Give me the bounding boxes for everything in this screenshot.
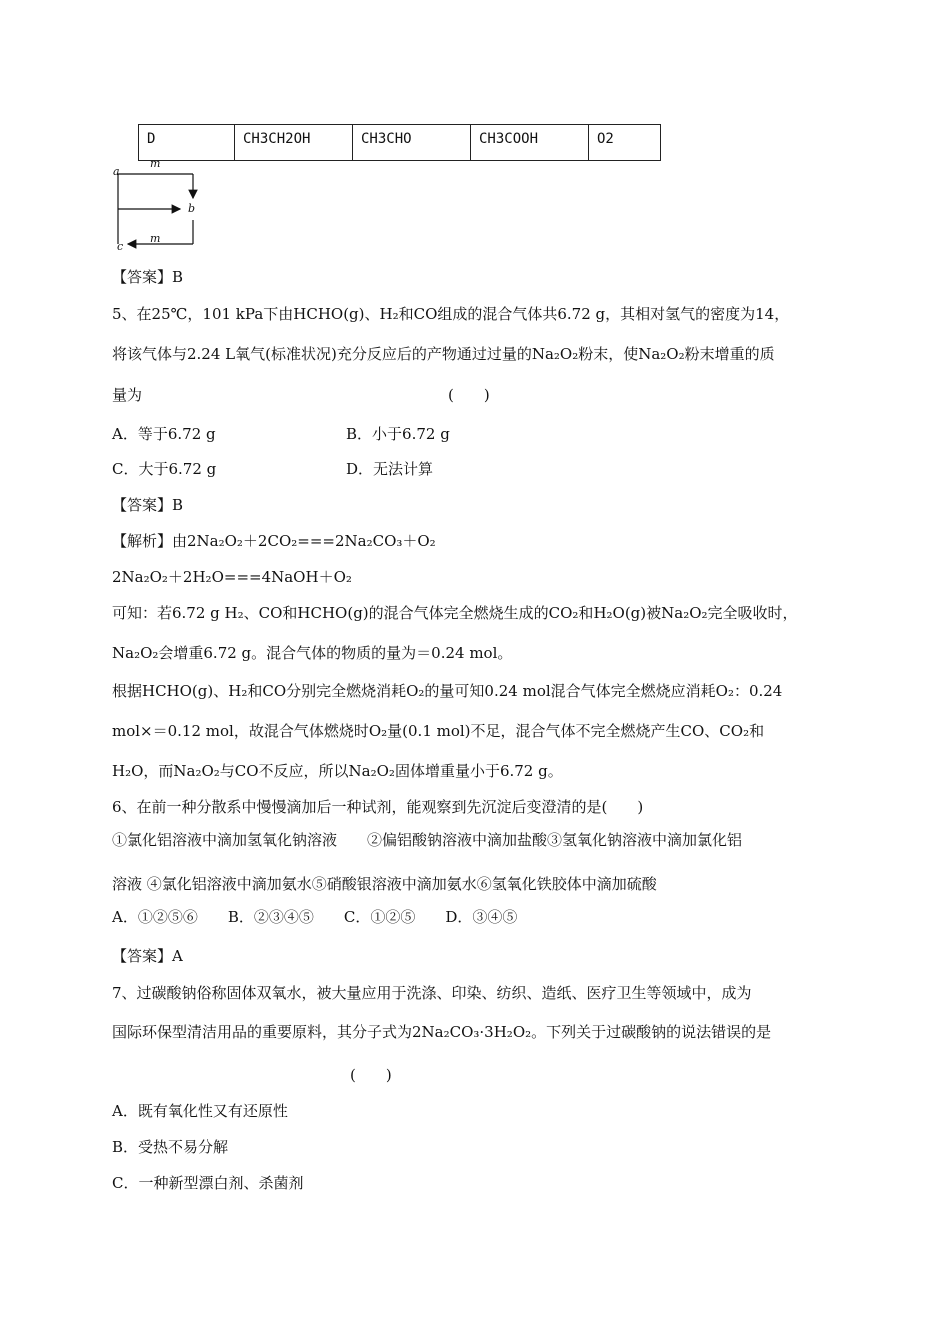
q5-option-c: C．大于6.72 g xyxy=(112,460,217,478)
q7-stem-line-1: 7、过碳酸钠俗称固体双氧水，被大量应用于洗涤、印染、纺织、造纸、医疗卫生等领域中，成为 xyxy=(112,984,752,1002)
q6-answer: 【答案】A xyxy=(112,947,183,965)
q7-stem-line-2: 国际环保型清洁用品的重要原料，其分子式为2Na₂CO₃·3H₂O₂。下列关于过碳酸钠的说法错误的是 xyxy=(112,1023,772,1041)
q7-option-b: B．受热不易分解 xyxy=(112,1138,229,1156)
q5-analysis-line-7: H₂O，而Na₂O₂与CO不反应，所以Na₂O₂固体增重量小于6.72 g。 xyxy=(112,762,563,780)
q7-option-c: C．一种新型漂白剂、杀菌剂 xyxy=(112,1174,304,1192)
table-cell: CH3CH2OH xyxy=(235,125,353,161)
q5-analysis-line-4: Na₂O₂会增重6.72 g。混合气体的物质的量为＝0.24 mol。 xyxy=(112,644,513,662)
q7-answer-paren: ( ) xyxy=(350,1066,392,1084)
node-label-c: c xyxy=(117,240,124,253)
q7-option-a: A．既有氧化性又有还原性 xyxy=(112,1102,288,1120)
table-cell: CH3COOH xyxy=(471,125,589,161)
q5-answer-paren: ( ) xyxy=(448,386,490,404)
q4-answer: 【答案】B xyxy=(112,268,184,286)
table-cell: CH3CHO xyxy=(353,125,471,161)
q5-analysis-line-3: 可知：若6.72 g H₂、CO和HCHO(g)的混合气体完全燃烧生成的CO₂和H₂O(g)被Na₂O₂完全吸收时， xyxy=(112,604,798,622)
q6-stem: 6、在前一种分散系中慢慢滴加后一种试剂，能观察到先沉淀后变澄清的是( ) xyxy=(112,798,644,816)
q6-options: A．①②⑤⑥ B．②③④⑤ C．①②⑤ D．③④⑤ xyxy=(112,908,518,926)
table-cell: D xyxy=(139,125,235,161)
q6-items-line-1: ①氯化铝溶液中滴加氢氧化钠溶液 ②偏铝酸钠溶液中滴加盐酸③氢氧化钠溶液中滴加氯化铝 xyxy=(112,831,743,849)
q5-stem-line-2: 将该气体与2.24 L氧气(标准状况)充分反应后的产物通过过量的Na₂O₂粉末，使Na₂O₂粉末增重的质 xyxy=(112,345,775,363)
edge-label-m: m xyxy=(150,157,161,170)
q5-stem-line-1: 5、在25℃，101 kPa下由HCHO(g)、H₂和CO组成的混合气体共6.72 g，其相对氢气的密度为14， xyxy=(112,305,790,323)
node-label-a: a xyxy=(113,165,120,178)
q5-option-b: B．小于6.72 g xyxy=(346,425,450,443)
q5-analysis-line-5: 根据HCHO(g)、H₂和CO分别完全燃烧消耗O₂的量可知0.24 mol混合气体完全燃烧应消耗O₂：0.24 xyxy=(112,682,783,700)
q5-analysis-line-6: mol×＝0.12 mol，故混合气体燃烧时O₂量(0.1 mol)不足，混合气体不完全燃烧产生CO、CO₂和 xyxy=(112,722,765,740)
table-row xyxy=(139,125,661,161)
node-label-b: b xyxy=(188,202,196,215)
q5-option-d: D．无法计算 xyxy=(346,460,434,478)
q6-items-line-2: 溶液 ④氯化铝溶液中滴加氨水⑤硝酸银溶液中滴加氨水⑥氢氧化铁胶体中滴加硫酸 xyxy=(112,875,657,893)
q5-analysis-line-1: 【解析】由2Na₂O₂＋2CO₂===2Na₂CO₃＋O₂ xyxy=(112,532,436,550)
edge-label-m: m xyxy=(150,232,161,245)
q5-option-a: A．等于6.72 g xyxy=(112,425,216,443)
options-table xyxy=(138,124,661,161)
q5-analysis-line-2: 2Na₂O₂＋2H₂O===4NaOH＋O₂ xyxy=(112,568,352,586)
q5-stem-line-3: 量为 xyxy=(112,386,143,404)
table-cell: O2 xyxy=(589,125,661,161)
conversion-diagram xyxy=(110,157,210,253)
q5-answer: 【答案】B xyxy=(112,496,184,514)
